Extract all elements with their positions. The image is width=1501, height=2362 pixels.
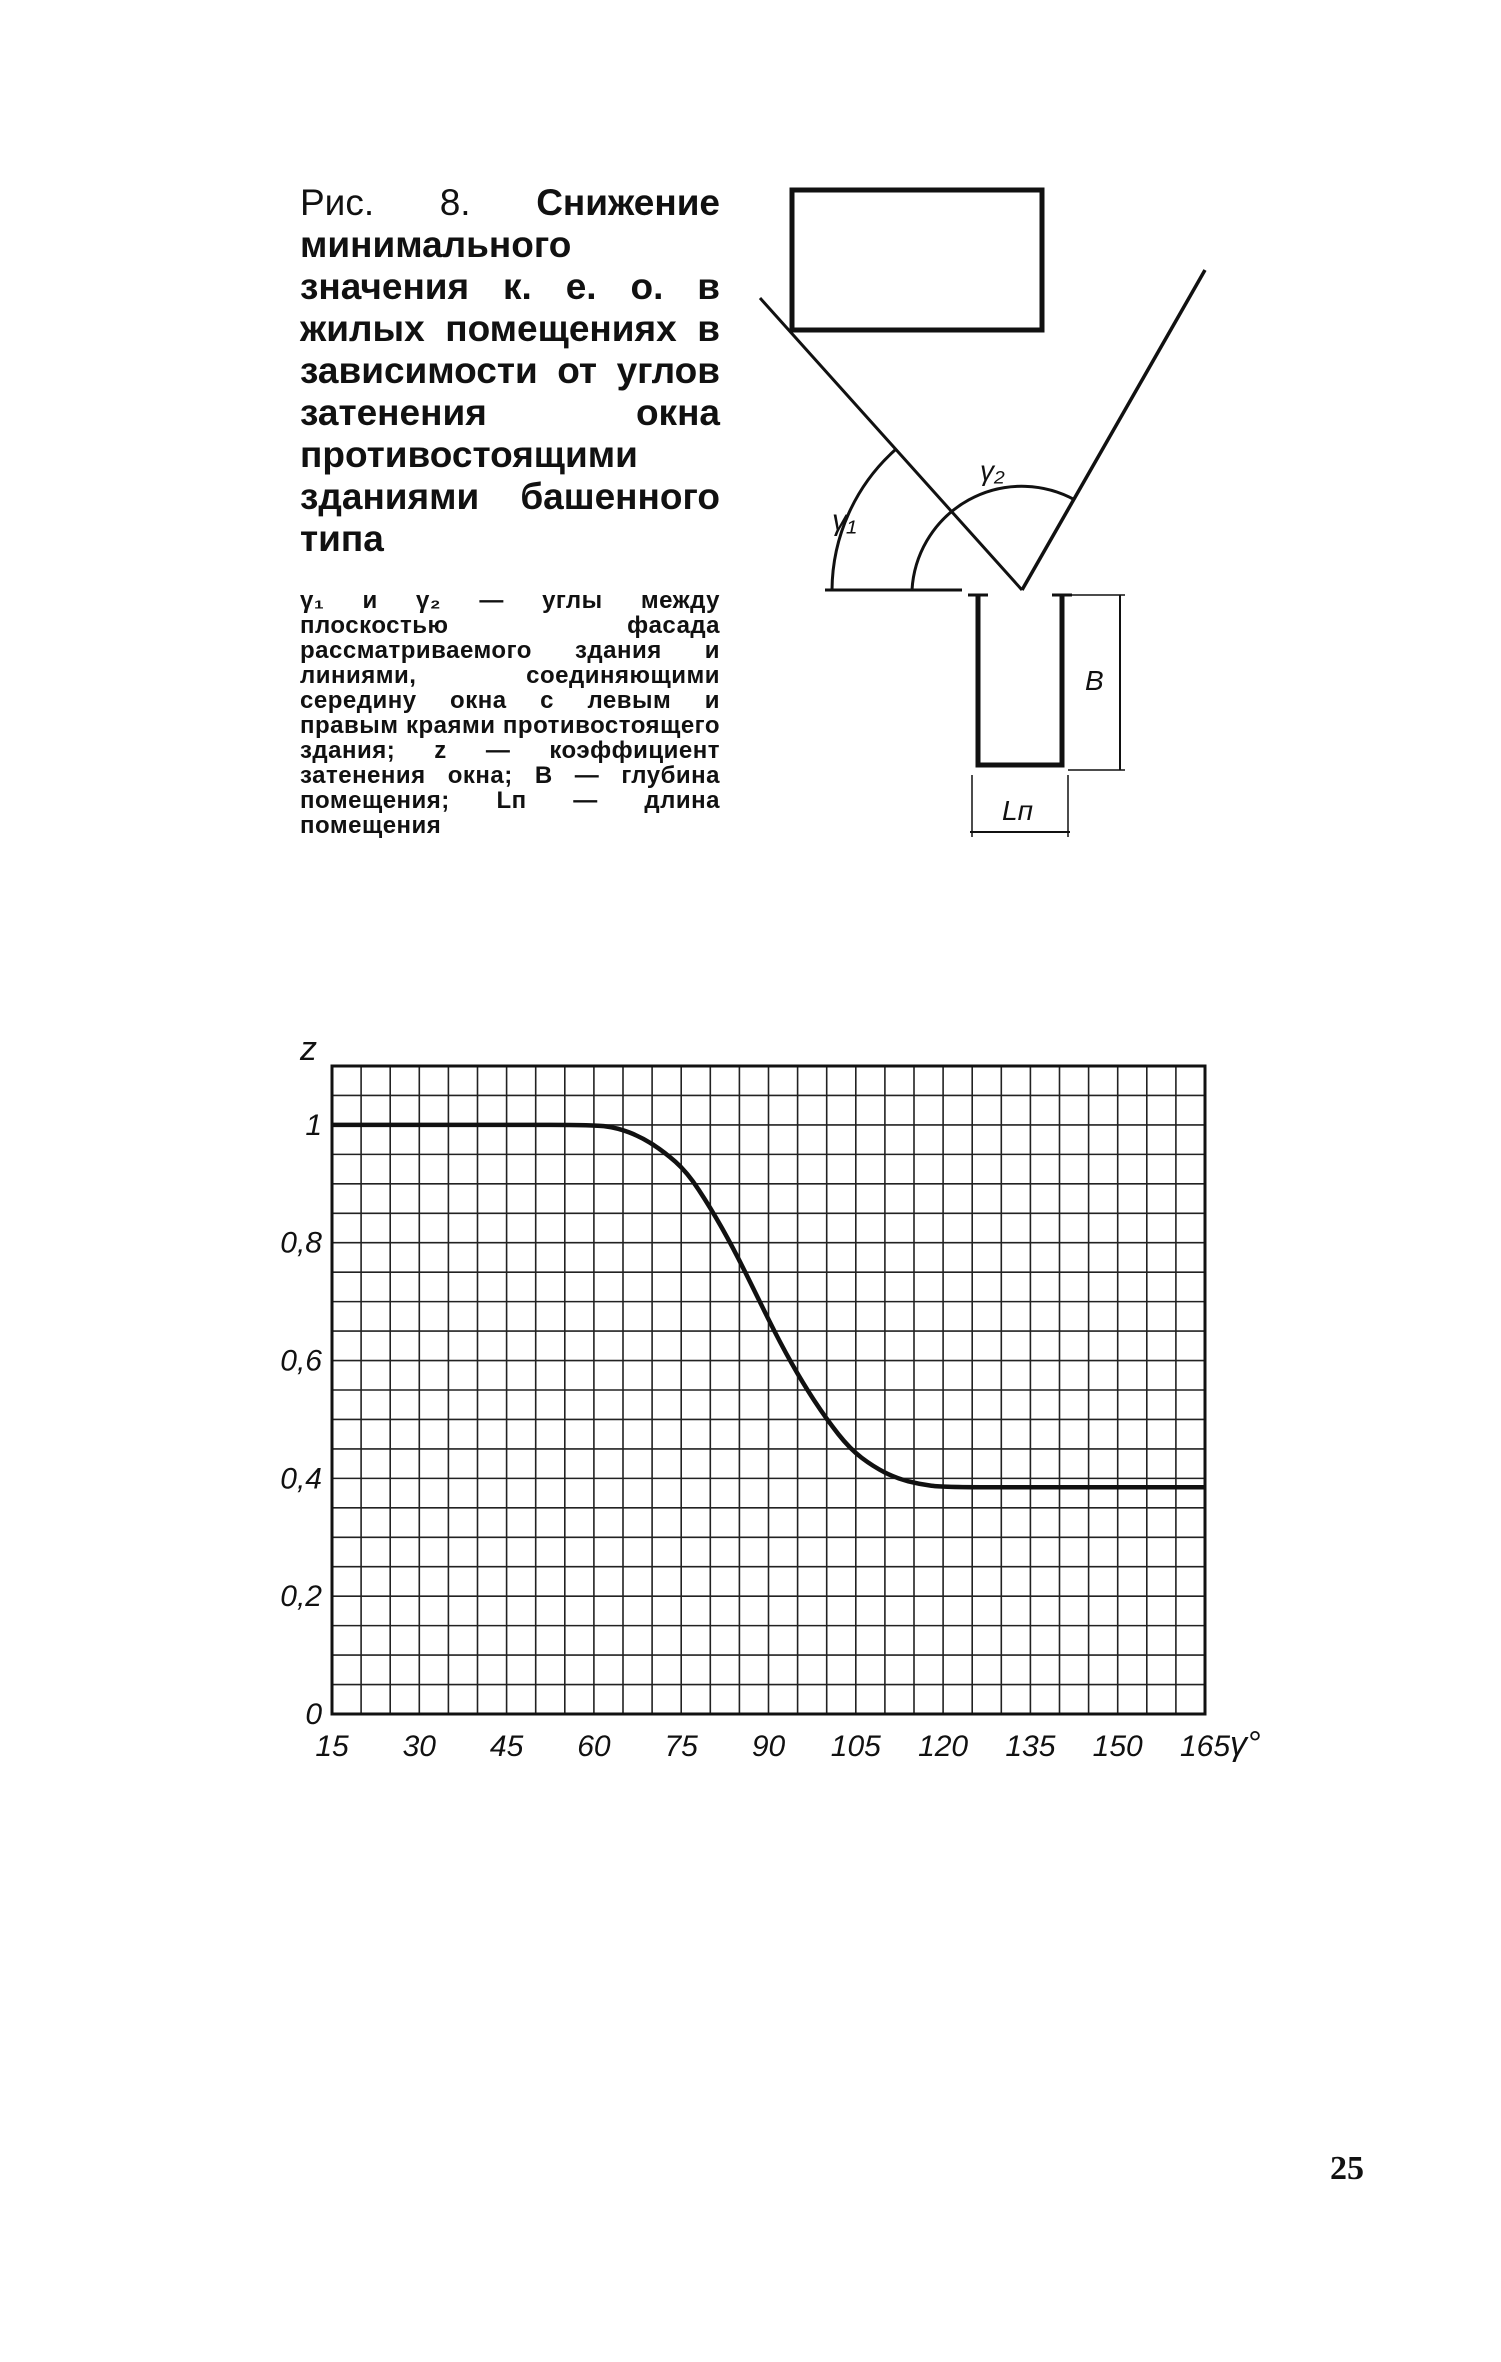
y-tick-label: 0,4	[280, 1462, 322, 1496]
chart-grid	[332, 1066, 1205, 1714]
x-tick-label: 135	[1005, 1730, 1056, 1763]
x-tick-label: 30	[402, 1730, 436, 1763]
caption-title-text: Снижение минимального значения к. е. о. в жилых помещениях в зависимости от углов затенения окна противостоящими зданиями башенного типа	[300, 182, 721, 559]
y-tick-label: 0	[305, 1698, 322, 1731]
y-tick-label: 1	[305, 1108, 322, 1142]
room-outline	[978, 595, 1062, 765]
x-tick-label: 45	[489, 1730, 524, 1763]
x-tick-label: 75	[664, 1730, 698, 1763]
label-ln: Lп	[1002, 795, 1033, 826]
x-tick-label: 165	[1179, 1730, 1231, 1763]
sight-line-right	[1022, 270, 1205, 590]
label-gamma2: γ₂	[980, 455, 1005, 486]
caption-title-prefix: Рис. 8.	[300, 182, 471, 223]
caption-note: γ₁ и γ₂ — углы между плоскостью фасада рассматриваемого здания и линиями, соединяющими середину окна с левым и правым краями противостоящего здания; z — коэффициент затенения окна; B — глубина помещения; Lп — длина помещения	[300, 587, 720, 839]
caption-title	[300, 182, 720, 560]
x-tick-label: 150	[1092, 1730, 1143, 1763]
label-gamma1: γ₁	[832, 504, 857, 537]
sight-line-left	[760, 298, 1022, 590]
y-axis-label: z	[300, 1030, 317, 1068]
y-tick-label: 0,2	[280, 1580, 322, 1614]
x-tick-label: 60	[577, 1730, 611, 1763]
figure-caption	[300, 182, 720, 838]
x-tick-label: 15	[315, 1730, 349, 1763]
x-tick-label: 120	[918, 1730, 969, 1763]
page-number: 25	[1330, 2150, 1364, 2187]
shading-diagram	[740, 170, 1240, 870]
x-tick-label: 90	[751, 1730, 786, 1763]
label-b: B	[1085, 665, 1104, 696]
x-tick-label: 105	[830, 1730, 881, 1763]
x-axis-label: γ°	[1230, 1725, 1261, 1763]
y-tick-label: 0,8	[280, 1226, 322, 1260]
shading-coefficient-chart	[270, 1020, 1320, 1800]
y-tick-label: 0,6	[280, 1344, 322, 1378]
opposing-building	[792, 190, 1042, 330]
